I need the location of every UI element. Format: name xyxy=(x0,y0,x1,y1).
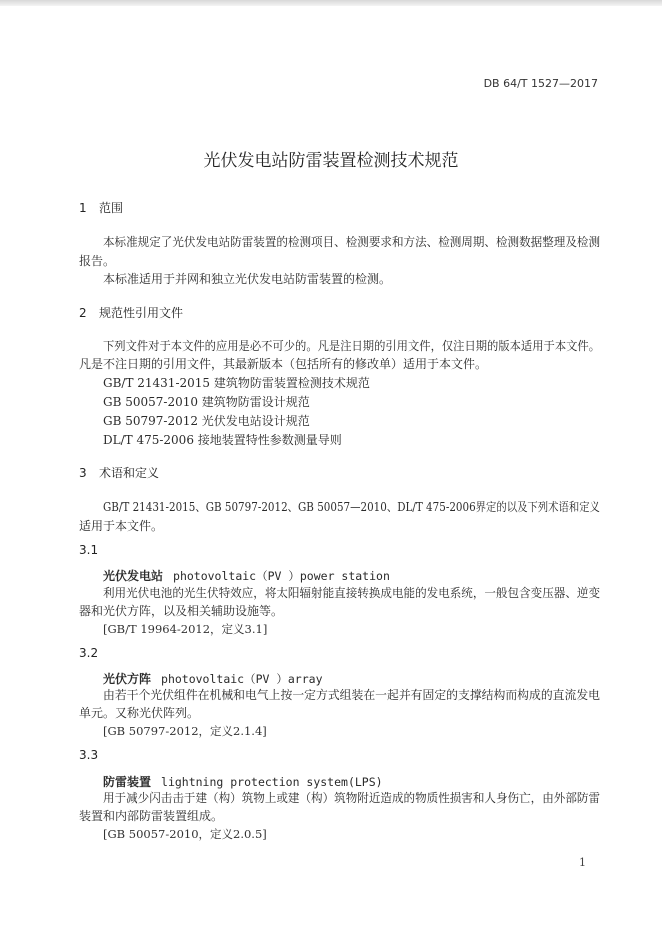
term-definition-line2: 单元。又称光伏阵列。 xyxy=(79,706,200,720)
reference-item: GB 50797-2012 光伏发电站设计规范 xyxy=(103,414,310,428)
refs-intro-line1: 下列文件对于本文件的应用是必不可少的。凡是注日期的引用文件，仅注日期的版本适用于本文件。 xyxy=(103,339,601,353)
term-title xyxy=(103,565,390,584)
reference-item: GB/T 21431-2015 建筑物防雷装置检测技术规范 xyxy=(103,376,370,390)
term-source: [GB 50057-2010，定义2.0.5] xyxy=(103,827,267,841)
section-3-heading xyxy=(79,464,159,481)
scope-para1-line2: 报告。 xyxy=(79,254,116,268)
reference-item: DL/T 475-2006 接地装置特性参数测量导则 xyxy=(103,433,342,447)
section-2-heading xyxy=(79,304,183,321)
term-zh: 光伏方阵 xyxy=(103,672,152,686)
term-number: 3.1 xyxy=(79,543,99,557)
section-title: 范围 xyxy=(99,201,124,215)
term-source: [GB/T 19964-2012，定义3.1] xyxy=(103,622,268,636)
term-zh: 光伏发电站 xyxy=(103,569,164,583)
term-en: lightning protection system(LPS) xyxy=(161,775,383,789)
term-en: photovoltaic（PV ）power station xyxy=(173,569,390,583)
reference-item: GB 50057-2010 建筑物防雷设计规范 xyxy=(103,395,310,409)
term-definition-line1: 利用光伏电池的光生伏特效应，将太阳辐射能直接转换成电能的发电系统，一般包含变压器、逆变 xyxy=(103,586,601,600)
section-1-heading xyxy=(79,199,123,216)
refs-intro-line2: 凡是不注日期的引用文件，其最新版本（包括所有的修改单）适用于本文件。 xyxy=(79,357,488,371)
section-number: 3 xyxy=(79,466,87,480)
term-zh: 防雷装置 xyxy=(103,775,152,789)
section-number: 1 xyxy=(79,201,87,215)
term-title xyxy=(103,668,323,687)
page-number: 1 xyxy=(579,856,586,869)
scope-para2: 本标准适用于并网和独立光伏发电站防雷装置的检测。 xyxy=(103,272,392,286)
term-number: 3.3 xyxy=(79,748,99,762)
scope-para1-line1: 本标准规定了光伏发电站防雷装置的检测项目、检测要求和方法、检测周期、检测数据整理及检测 xyxy=(103,235,601,249)
standard-code: DB 64/T 1527—2017 xyxy=(483,77,598,90)
section-number: 2 xyxy=(79,306,87,320)
term-source: [GB 50797-2012，定义2.1.4] xyxy=(103,724,267,738)
term-en: photovoltaic（PV ）array xyxy=(161,672,323,686)
terms-intro-line2: 适用于本文件。 xyxy=(79,519,164,533)
section-title: 术语和定义 xyxy=(99,466,160,480)
page-title: 光伏发电站防雷装置检测技术规范 xyxy=(203,151,459,171)
term-definition-line1: 由若干个光伏组件在机械和电气上按一定方式组装在一起并有固定的支撑结构而构成的直流发电 xyxy=(103,688,601,702)
term-definition-line2: 器和光伏方阵，以及相关辅助设施等。 xyxy=(79,604,284,618)
section-title: 规范性引用文件 xyxy=(99,306,184,320)
terms-intro-line1: GB/T 21431-2015、GB 50797-2012、GB 50057—2010、DL/T 475-2006界定的以及下列术语和定义 xyxy=(103,500,600,514)
term-title xyxy=(103,771,383,790)
term-definition-line1: 用于减少闪击击于建（构）筑物上或建（构）筑物附近造成的物质性损害和人身伤亡，由外部防雷 xyxy=(103,791,601,805)
scan-top-edge xyxy=(0,0,662,6)
term-definition-line2: 装置和内部防雷装置组成。 xyxy=(79,809,224,823)
term-number: 3.2 xyxy=(79,646,99,660)
